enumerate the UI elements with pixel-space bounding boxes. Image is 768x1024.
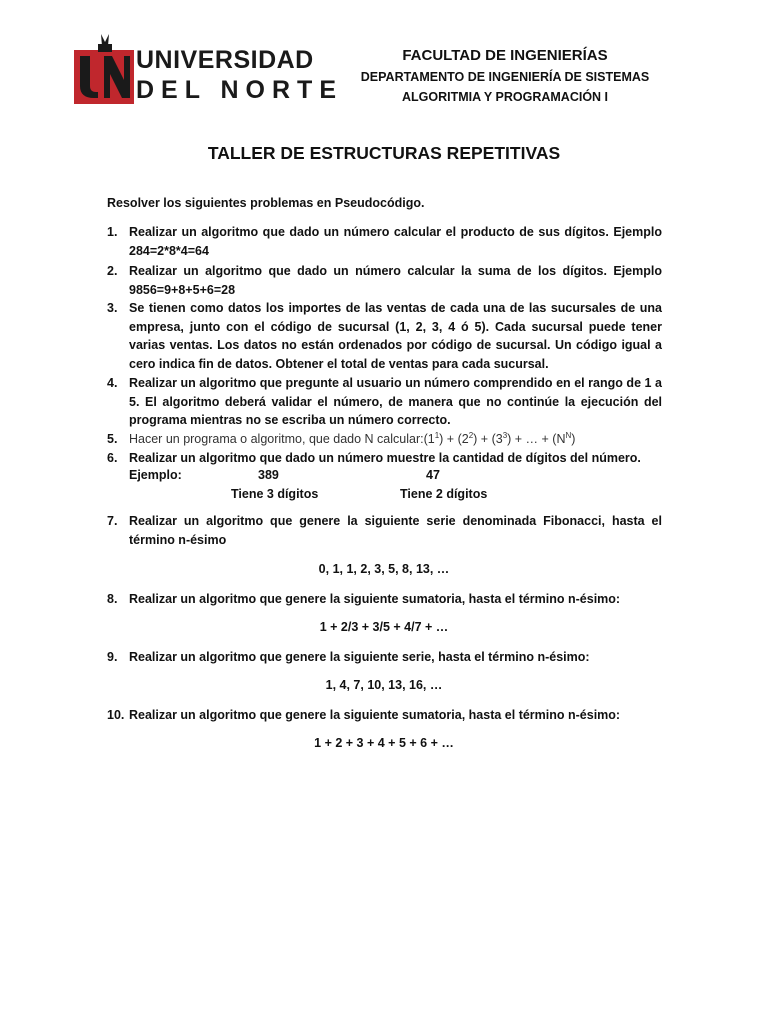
item-text: Realizar un algoritmo que pregunte al usuario un número comprendido en el rango de 1 a 5. El algoritmo deberá validar el número, de manera que no continúe la ejecución del programa mientras no se escriba un número correcto. (129, 376, 662, 427)
item-text: Realizar un algoritmo que genere la siguiente sumatoria, hasta el término n-ésimo: (129, 592, 621, 606)
example-label: Ejemplo: (129, 468, 182, 482)
list-item (107, 430, 662, 449)
page-title: TALLER DE ESTRUCTURAS REPETITIVAS (207, 143, 561, 163)
example-value-1: 389 (258, 468, 279, 482)
item-text: Realizar un algoritmo que dado un número muestre la cantidad de dígitos del número. (129, 451, 641, 465)
example-result-2: Tiene 2 dígitos (400, 487, 488, 501)
list-item (107, 262, 662, 299)
item-number: 8. (107, 592, 118, 606)
formula-series: 1, 4, 7, 10, 13, 16, … (325, 678, 443, 692)
item-text: Realizar un algoritmo que dado un número calcular la suma de los dígitos. Ejemplo 9856=9+8+5+6=28 (129, 264, 662, 297)
list-item (107, 648, 662, 667)
item-text: Realizar un algoritmo que dado un número calcular el producto de sus dígitos. Ejemplo 284=2*8*4=64 (129, 225, 662, 258)
item-text: Realizar un algoritmo que genere la siguiente sumatoria, hasta el término n-ésimo: (129, 708, 621, 722)
university-logo (74, 34, 343, 106)
faculty-name: FACULTAD DE INGENIERÍAS (402, 47, 608, 64)
list-item (107, 449, 662, 468)
item-number: 10. (107, 708, 125, 722)
item-number: 1. (107, 225, 118, 239)
formula-sum: 1 + 2 + 3 + 4 + 5 + 6 + … (314, 736, 454, 750)
item-number: 3. (107, 301, 118, 315)
item-number: 6. (107, 451, 118, 465)
item-text: Realizar un algoritmo que genere la siguiente serie, hasta el término n-ésimo: (129, 650, 590, 664)
logo-word-universidad: UNIVERSIDAD (136, 46, 314, 74)
course-name: ALGORITMIA Y PROGRAMACIÓN I (401, 90, 609, 104)
item-number: 7. (107, 514, 118, 528)
item-number: 4. (107, 376, 118, 390)
list-item (107, 299, 662, 373)
un-logo-mark-icon (74, 34, 136, 106)
logo-word-del-norte: DEL NORTE (136, 76, 343, 104)
formula-sum-fractions: 1 + 2/3 + 3/5 + 4/7 + … (319, 620, 449, 634)
formula-fibonacci: 0, 1, 1, 2, 3, 5, 8, 13, … (318, 562, 450, 576)
item-text: Se tienen como datos los importes de las ventas de cada una de las sucursales de una empresa, junto con el código de sucursal (1, 2, 3, 4 ó 5). Cada sucursal puede tener varias ventas. Los datos no están ordenados por código de sucursal. Un código igual a cero indica fin de datos. Obtener el total de ventas para cada sucursal. (129, 301, 662, 371)
list-item (107, 374, 662, 430)
item-text: Realizar un algoritmo que genere la siguiente serie denominada Fibonacci, hasta el término n-ésimo (129, 514, 662, 547)
item-number: 2. (107, 264, 118, 278)
list-item (107, 590, 662, 609)
example-result-1: Tiene 3 dígitos (231, 487, 319, 501)
item-number: 5. (107, 432, 118, 446)
department-name: DEPARTAMENTO DE INGENIERÍA DE SISTEMAS (360, 70, 650, 84)
list-item (107, 223, 662, 260)
item-number: 9. (107, 650, 118, 664)
item-text: Hacer un programa o algoritmo, que dado N $calcular:(1^1) + (2^2) + (3^3)$ + … + $(N^N)$ (129, 430, 576, 446)
intro-text: Resolver los siguientes problemas en Pseudocódigo. (107, 196, 425, 210)
list-item (107, 706, 662, 725)
list-item (107, 512, 662, 549)
example-value-2: 47 (426, 468, 440, 482)
